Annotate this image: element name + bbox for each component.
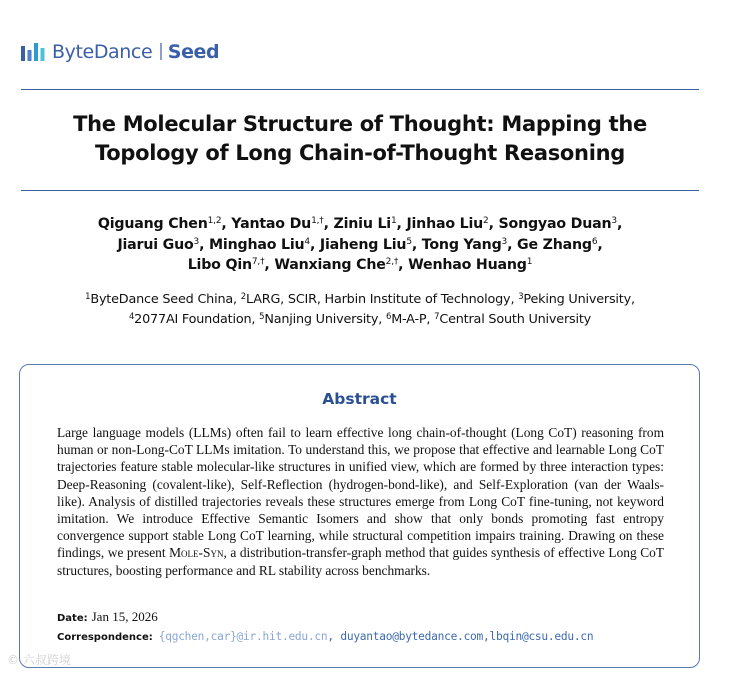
abstract-heading: Abstract [322, 390, 397, 408]
affiliation-sup: 5 [259, 312, 265, 322]
abstract-text-part-1: Large language models (LLMs) often fail to learn effective long chain-of-thought (Long CoT) reasoning from human or non-Long-CoT LLMs imitation. To understand this, we propose that effective and learnable Long CoT trajectories feature stable molecular-like structures in unified view, which are formed by three interaction types: Deep-Reasoning (covalent-like), Self-Reflection (hydrogen-bond-like), and Self-Exploration (van der Waals-like). Analysis of distilled trajectories reveals these structures emerge from Long CoT fine-tuning, not keyword imitation. We introduce Effective Semantic Isomers and show that only bonds promoting fast entropy convergence support stable Long CoT learning, while structural competition impairs training. Drawing on these findings, we present [57, 425, 664, 561]
author-separator: , [323, 216, 334, 232]
correspondence-label: Correspondence: [57, 632, 153, 643]
author-name: Libo Qin [187, 257, 252, 273]
author-sup: 3 [611, 216, 617, 226]
author-sup: 2 [483, 216, 489, 226]
author-separator: , [396, 216, 407, 232]
affiliation-sup: 4 [128, 312, 135, 322]
watermark: © 六叔跨境 [7, 653, 71, 667]
author-separator: , [309, 236, 320, 253]
email-link-group[interactable]: {qgchen,car}@ir.hit.edu.cn [158, 630, 328, 643]
author-name: Jiarui Guo [117, 236, 194, 253]
author-separator: , [488, 216, 499, 232]
bytedance-seed-logo [21, 40, 219, 64]
author-list [21, 214, 699, 276]
affiliation-name: Central South University [439, 312, 592, 327]
author-name: Wenhao Huang [408, 257, 527, 273]
author-separator: , [264, 257, 275, 273]
author-sup: 1 [390, 216, 397, 226]
date-row [57, 609, 158, 625]
brand-sub: Seed [167, 41, 220, 63]
affiliation-name: M-A-P [391, 312, 427, 327]
title-line-1: The Molecular Structure of Thought: Mapping the [73, 112, 647, 136]
affiliation-name: 2077AI Foundation [134, 312, 252, 327]
author-line [21, 235, 699, 256]
affiliation-separator: , [426, 312, 435, 327]
title-bottom-rule [21, 190, 699, 191]
author-line [21, 255, 699, 276]
affiliation-line [21, 310, 699, 330]
date-label: Date: [57, 613, 88, 624]
affiliation-sup: 1 [85, 292, 91, 302]
affiliation-name: Nanjing University [264, 312, 379, 327]
affiliation-line [21, 290, 699, 310]
author-sup: 3 [193, 236, 200, 247]
author-name: Jinhao Liu [406, 216, 484, 232]
affiliation-list [21, 290, 699, 330]
author-sup: 1,2 [207, 216, 222, 226]
author-separator: , [597, 236, 603, 253]
author-sup: 3 [501, 236, 508, 247]
author-sup: 4 [304, 236, 310, 247]
brand-name: ByteDance [52, 41, 153, 63]
top-rule [21, 89, 699, 90]
brand-separator [160, 43, 162, 60]
author-sup: 1 [526, 257, 533, 267]
author-sup: 7,† [251, 257, 265, 267]
author-name: Jiaheng Liu [319, 236, 407, 253]
date-value: Jan 15, 2026 [91, 609, 158, 624]
affiliation-name: ByteDance Seed China [90, 292, 233, 307]
affiliation-separator: , [378, 312, 386, 327]
affiliation-name: Peking University [523, 292, 631, 307]
affiliation-separator: , [510, 292, 519, 307]
affiliation-separator: , [251, 312, 260, 327]
author-name: Ge Zhang [517, 236, 592, 253]
author-name: Ziniu Li [333, 216, 391, 232]
author-name: Songyao Duan [498, 216, 612, 232]
bytedance-logo-icon [21, 41, 45, 63]
affiliation-sup: 3 [518, 292, 524, 302]
affiliation-separator: , [233, 292, 241, 307]
author-sup: 5 [406, 236, 412, 247]
author-separator: , [507, 236, 517, 253]
author-separator: , [616, 216, 623, 232]
method-name: Mole-Syn [169, 545, 224, 561]
correspondence-row: Correspondence: {qgchen,car}@ir.hit.edu.cn, duyantao@bytedance.com,lbqin@csu.edu.cn [57, 630, 594, 643]
author-name: Qiguang Chen [97, 216, 208, 232]
author-line [21, 214, 699, 235]
author-separator: , [199, 236, 210, 253]
author-name: Tong Yang [421, 236, 502, 253]
author-sup: 6 [591, 236, 598, 247]
author-sup: 2,† [385, 257, 399, 267]
author-name: Wanxiang Che [274, 257, 386, 273]
affiliation-sup: 7 [434, 312, 440, 322]
abstract-text-part-2: , a distribution-transfer-graph method that guides synthesis of effective Long CoT structures, boosting performance and RL stability across benchmarks. [57, 545, 664, 578]
author-separator: , [411, 236, 422, 253]
affiliation-separator: , [630, 292, 635, 307]
affiliation-sup: 2 [240, 292, 246, 302]
author-separator: , [221, 216, 232, 232]
affiliation-sup: 6 [385, 312, 392, 322]
author-sup: 1,† [311, 216, 324, 226]
abstract-box [19, 364, 700, 668]
email-link-lbqin[interactable]: lbqin@csu.edu.cn [489, 630, 594, 643]
author-separator: , [398, 257, 409, 273]
author-name: Yantao Du [231, 216, 312, 232]
author-name: Minghao Liu [209, 236, 305, 253]
abstract-text [57, 424, 664, 579]
paper-title [21, 110, 699, 168]
affiliation-name: LARG, SCIR, Harbin Institute of Technology [245, 292, 511, 307]
email-link-duyantao[interactable]: duyantao@bytedance.com [340, 630, 484, 643]
title-line-2: Topology of Long Chain-of-Thought Reasoning [94, 141, 625, 165]
